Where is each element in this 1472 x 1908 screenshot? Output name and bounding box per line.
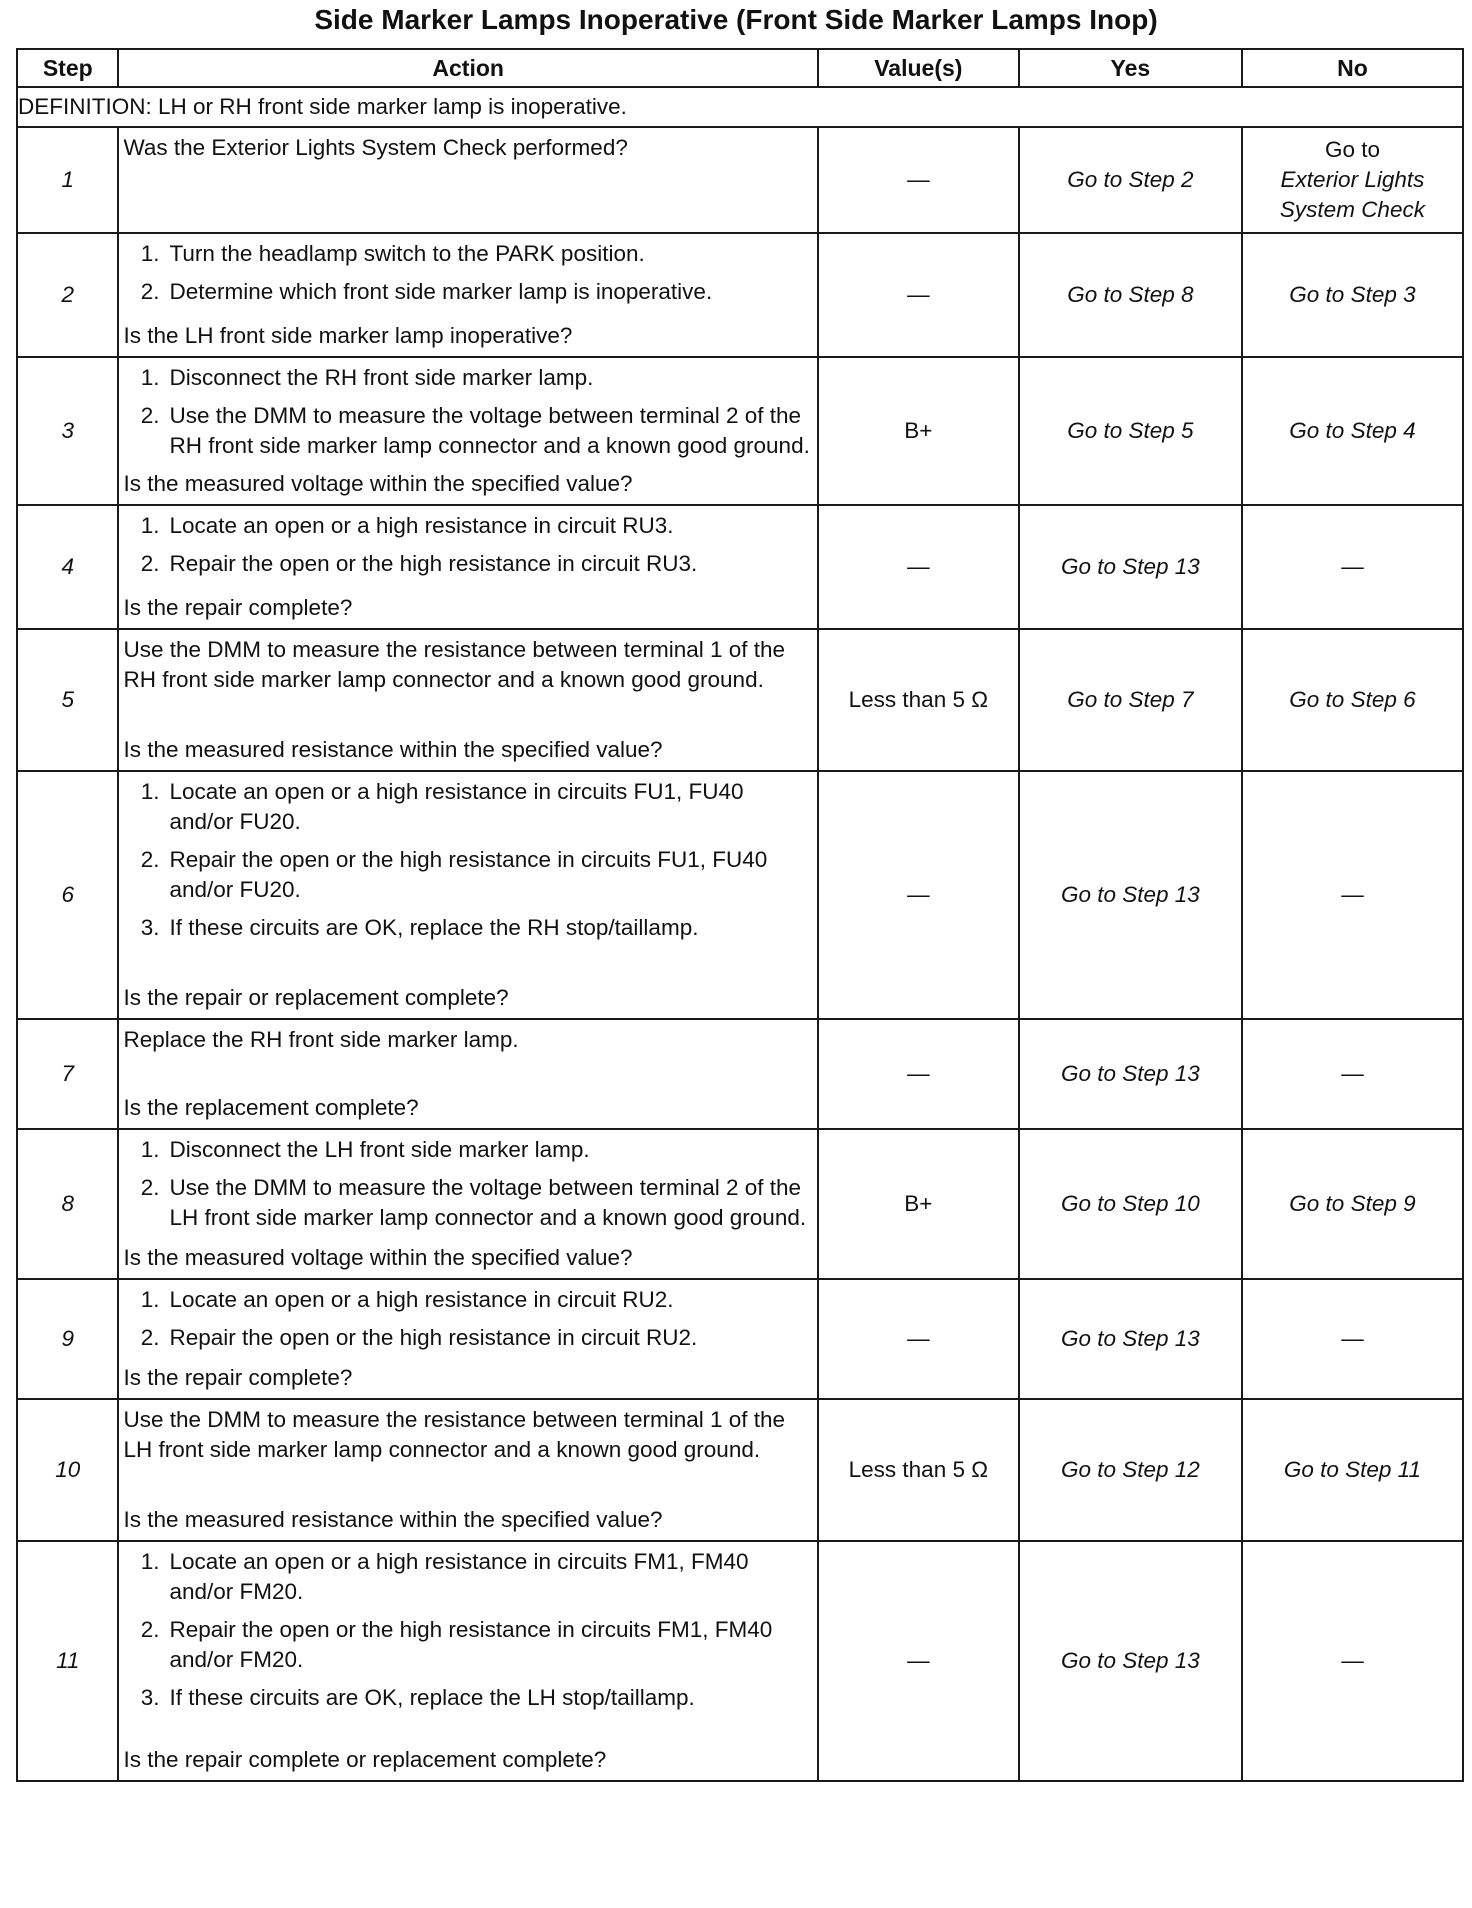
action-intro: Replace the RH front side marker lamp. (123, 1027, 519, 1052)
action-cell (118, 1399, 817, 1541)
step-number: 2 (17, 233, 118, 357)
table-row (17, 1279, 1463, 1399)
step-number: 1 (17, 127, 118, 233)
value-cell: — (818, 233, 1019, 357)
no-cell: — (1242, 1541, 1463, 1781)
action-cell (118, 1129, 817, 1279)
no-cell[interactable] (1242, 127, 1463, 233)
list-item: 1. Locate an open or a high resistance in circuits FU1, FU40 and/or FU20. (140, 779, 744, 834)
no-cell: — (1242, 771, 1463, 1019)
header-yes: Yes (1019, 49, 1242, 87)
list-item: 1. Locate an open or a high resistance in circuit RU2. (140, 1287, 674, 1312)
action-list (123, 1285, 812, 1361)
list-item: 1. Disconnect the RH front side marker lamp. (140, 365, 594, 390)
no-cell: — (1242, 1279, 1463, 1399)
action-list (123, 363, 812, 469)
action-question: Is the repair complete? (123, 1365, 353, 1390)
action-intro: Use the DMM to measure the resistance between terminal 1 of the RH front side marker lamp connector and a known good ground. (123, 637, 786, 692)
list-item: 2. Use the DMM to measure the voltage between terminal 2 of the LH front side marker lamp connector and a known good ground. (140, 1175, 807, 1230)
action-question: Is the repair or replacement complete? (123, 985, 509, 1010)
action-cell (118, 1279, 817, 1399)
action-question: Is the measured resistance within the specified value? (123, 1507, 663, 1532)
table-row (17, 1541, 1463, 1781)
yes-cell[interactable]: Go to Step 12 (1019, 1399, 1242, 1541)
action-question: Is the measured voltage within the specified value? (123, 471, 633, 496)
table-row (17, 127, 1463, 233)
no-line-1: Go to (1324, 137, 1380, 162)
yes-cell[interactable]: Go to Step 13 (1019, 1541, 1242, 1781)
list-item: 1. Disconnect the LH front side marker lamp. (140, 1137, 590, 1162)
value-cell: Less than 5 Ω (818, 629, 1019, 771)
no-cell[interactable]: Go to Step 9 (1242, 1129, 1463, 1279)
value-cell: B+ (818, 1129, 1019, 1279)
header-value: Value(s) (818, 49, 1019, 87)
step-number: 3 (17, 357, 118, 505)
yes-cell[interactable]: Go to Step 2 (1019, 127, 1242, 233)
yes-cell[interactable]: Go to Step 13 (1019, 1279, 1242, 1399)
yes-cell[interactable]: Go to Step 13 (1019, 505, 1242, 629)
action-list (123, 511, 812, 587)
value-cell: — (818, 1279, 1019, 1399)
no-cell[interactable]: Go to Step 6 (1242, 629, 1463, 771)
action-cell (118, 1019, 817, 1129)
table-row (17, 505, 1463, 629)
list-item: 2. Use the DMM to measure the voltage between terminal 2 of the RH front side marker lamp connector and a known good ground. (140, 403, 810, 458)
action-cell (118, 233, 817, 357)
table-header-row (17, 49, 1463, 87)
value-cell: B+ (818, 357, 1019, 505)
header-step: Step (17, 49, 118, 87)
yes-cell[interactable]: Go to Step 10 (1019, 1129, 1242, 1279)
list-item: 1. Locate an open or a high resistance in circuits FM1, FM40 and/or FM20. (140, 1549, 749, 1604)
yes-cell[interactable]: Go to Step 13 (1019, 1019, 1242, 1129)
value-cell: Less than 5 Ω (818, 1399, 1019, 1541)
list-item: 3. If these circuits are OK, replace the RH stop/taillamp. (140, 915, 699, 940)
no-line-2: Exterior Lights (1280, 167, 1425, 192)
value-cell: — (818, 127, 1019, 233)
action-list (123, 777, 812, 951)
action-list (123, 1547, 812, 1721)
step-number: 9 (17, 1279, 118, 1399)
value-cell: — (818, 771, 1019, 1019)
action-list (123, 1135, 812, 1241)
diagnostic-table (16, 48, 1464, 1782)
no-cell: — (1242, 1019, 1463, 1129)
list-item: 2. Repair the open or the high resistance in circuit RU3. (140, 551, 698, 576)
yes-cell[interactable]: Go to Step 5 (1019, 357, 1242, 505)
step-number: 7 (17, 1019, 118, 1129)
action-question: Is the replacement complete? (123, 1095, 419, 1120)
step-number: 4 (17, 505, 118, 629)
action-question: Is the measured resistance within the specified value? (123, 737, 663, 762)
no-line-3: System Check (1279, 197, 1425, 222)
header-action: Action (118, 49, 817, 87)
action-intro: Use the DMM to measure the resistance between terminal 1 of the LH front side marker lamp connector and a known good ground. (123, 1407, 786, 1462)
table-row (17, 233, 1463, 357)
action-cell (118, 629, 817, 771)
table-row (17, 1399, 1463, 1541)
list-item: 2. Repair the open or the high resistance in circuit RU2. (140, 1325, 698, 1350)
table-row (17, 629, 1463, 771)
step-number: 5 (17, 629, 118, 771)
action-question: Is the LH front side marker lamp inoperative? (123, 323, 573, 348)
action-question: Is the repair complete or replacement complete? (123, 1747, 607, 1772)
header-no: No (1242, 49, 1463, 87)
list-item: 2. Repair the open or the high resistance in circuits FU1, FU40 and/or FU20. (140, 847, 768, 902)
action-cell (118, 357, 817, 505)
action-list (123, 239, 812, 315)
list-item: 1. Turn the headlamp switch to the PARK position. (140, 241, 645, 266)
no-cell: — (1242, 505, 1463, 629)
value-cell: — (818, 505, 1019, 629)
yes-cell[interactable]: Go to Step 8 (1019, 233, 1242, 357)
no-cell[interactable]: Go to Step 4 (1242, 357, 1463, 505)
table-row (17, 357, 1463, 505)
step-number: 8 (17, 1129, 118, 1279)
table-row (17, 771, 1463, 1019)
action-cell (118, 127, 817, 233)
yes-cell[interactable]: Go to Step 13 (1019, 771, 1242, 1019)
value-cell: — (818, 1541, 1019, 1781)
list-item: 2. Repair the open or the high resistance in circuits FM1, FM40 and/or FM20. (140, 1617, 773, 1672)
document-title: Side Marker Lamps Inoperative (Front Side Marker Lamps Inop) (314, 4, 1158, 35)
definition-text: DEFINITION: LH or RH front side marker lamp is inoperative. (17, 87, 1463, 127)
definition-row (17, 87, 1463, 127)
list-item: 2. Determine which front side marker lamp is inoperative. (140, 279, 713, 304)
action-question: Is the measured voltage within the specified value? (123, 1245, 633, 1270)
yes-cell[interactable]: Go to Step 7 (1019, 629, 1242, 771)
list-item: 3. If these circuits are OK, replace the LH stop/taillamp. (140, 1685, 695, 1710)
table-row (17, 1019, 1463, 1129)
step-number: 10 (17, 1399, 118, 1541)
list-item: 1. Locate an open or a high resistance in circuit RU3. (140, 513, 674, 538)
step-number: 11 (17, 1541, 118, 1781)
no-cell[interactable]: Go to Step 3 (1242, 233, 1463, 357)
action-question: Is the repair complete? (123, 595, 353, 620)
value-cell: — (818, 1019, 1019, 1129)
step-number: 6 (17, 771, 118, 1019)
action-cell (118, 1541, 817, 1781)
action-cell (118, 771, 817, 1019)
action-intro: Was the Exterior Lights System Check performed? (123, 135, 628, 160)
table-row (17, 1129, 1463, 1279)
no-cell[interactable]: Go to Step 11 (1242, 1399, 1463, 1541)
action-cell (118, 505, 817, 629)
